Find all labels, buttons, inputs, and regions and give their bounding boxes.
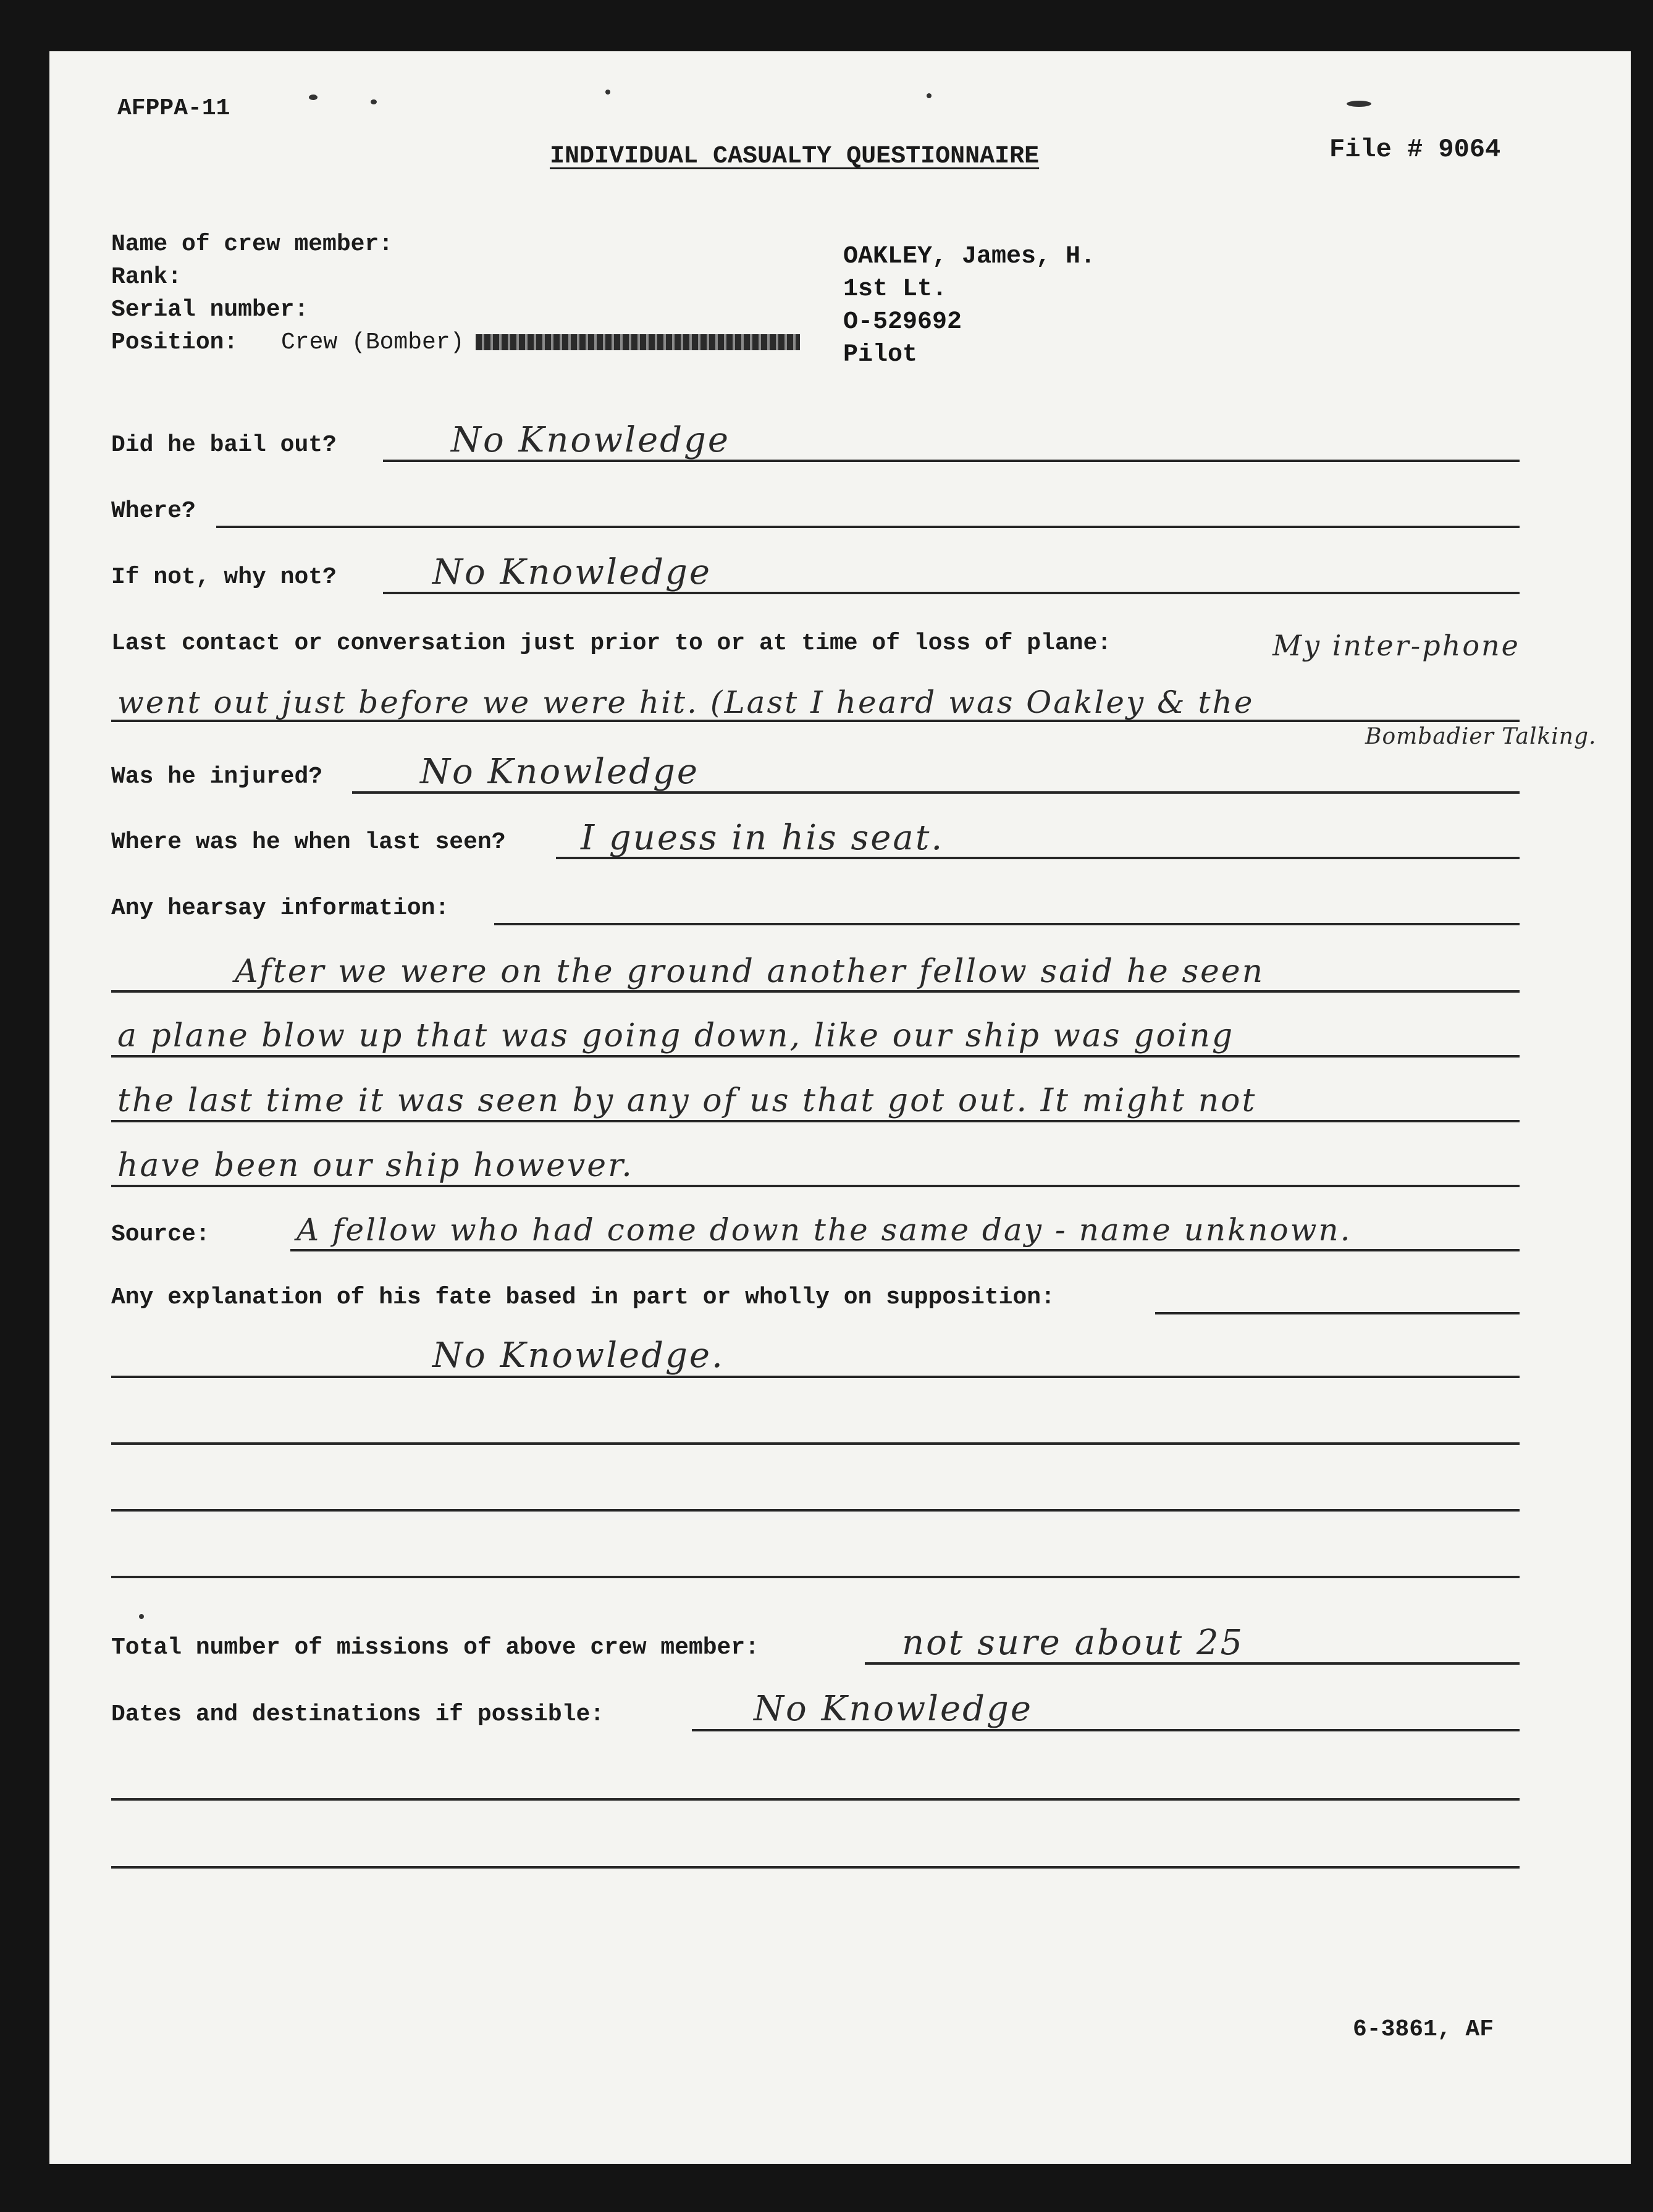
missions-answer: not sure about 25 bbox=[902, 1623, 1245, 1663]
name-label: Name of crew member: bbox=[111, 231, 393, 258]
explanation-line-0 bbox=[1155, 1312, 1520, 1314]
injured-label: Was he injured? bbox=[111, 763, 323, 790]
explanation-line-1 bbox=[111, 1376, 1520, 1378]
serial-value: O-529692 bbox=[843, 308, 962, 336]
scan-speck bbox=[139, 1614, 144, 1619]
crew-name-value: OAKLEY, James, H. bbox=[843, 243, 1096, 271]
redacted-text bbox=[476, 334, 800, 350]
dates-line-2 bbox=[111, 1798, 1520, 1801]
hearsay-answer-1: After we were on the ground another fellow said he seen bbox=[235, 953, 1265, 990]
hearsay-answer-4: have been our ship however. bbox=[117, 1147, 634, 1184]
missions-label: Total number of missions of above crew member: bbox=[111, 1634, 759, 1661]
lastseen-answer: I guess in his seat. bbox=[581, 818, 944, 858]
lastseen-label: Where was he when last seen? bbox=[111, 829, 506, 856]
ifnot-label: If not, why not? bbox=[111, 564, 337, 591]
rank-label: Rank: bbox=[111, 264, 182, 290]
ifnot-answer: No Knowledge bbox=[432, 552, 712, 592]
injured-answer: No Knowledge bbox=[420, 752, 699, 792]
where-label: Where? bbox=[111, 498, 196, 524]
scan-speck bbox=[927, 93, 932, 98]
form-title: INDIVIDUAL CASUALTY QUESTIONNAIRE bbox=[550, 143, 1040, 170]
lastcontact-label: Last contact or conversation just prior to or at time of loss of plane: bbox=[111, 630, 1112, 657]
file-number: File # 9064 bbox=[1329, 135, 1501, 164]
scan-speck bbox=[605, 90, 610, 95]
lastcontact-answer-3: Bombadier Talking. bbox=[1365, 724, 1597, 749]
explanation-label: Any explanation of his fate based in part or wholly on supposition: bbox=[111, 1284, 1055, 1311]
source-answer: A fellow who had come down the same day - name unknown. bbox=[297, 1212, 1352, 1248]
footer-code: 6-3861, AF bbox=[1353, 2016, 1494, 2043]
lastcontact-answer-2: went out just before we were hit. (Last I heard was Oakley & the bbox=[117, 684, 1255, 720]
explanation-answer: No Knowledge. bbox=[432, 1335, 725, 1376]
source-label: Source: bbox=[111, 1221, 210, 1248]
position-value: Crew (Bomber) bbox=[281, 329, 465, 356]
hearsay-answer-3: the last time it was seen by any of us that got out. It might not bbox=[117, 1082, 1257, 1119]
form-code: AFPPA-11 bbox=[117, 95, 230, 122]
explanation-line-2 bbox=[111, 1442, 1520, 1445]
position-typed-value: Pilot bbox=[843, 341, 918, 369]
serial-label: Serial number: bbox=[111, 296, 309, 323]
scan-speck bbox=[1347, 101, 1371, 107]
questionnaire-page bbox=[49, 51, 1631, 2164]
bail-answer: No Knowledge bbox=[451, 420, 730, 460]
position-label: Position: bbox=[111, 329, 238, 356]
hearsay-line-0 bbox=[494, 923, 1520, 925]
bail-label: Did he bail out? bbox=[111, 432, 337, 458]
hearsay-label: Any hearsay information: bbox=[111, 895, 450, 922]
lastcontact-answer-1: My inter-phone bbox=[1272, 629, 1520, 662]
where-line bbox=[216, 526, 1520, 528]
explanation-line-3 bbox=[111, 1509, 1520, 1512]
explanation-line-4 bbox=[111, 1576, 1520, 1578]
dates-label: Dates and destinations if possible: bbox=[111, 1701, 605, 1728]
dates-line bbox=[692, 1729, 1520, 1731]
hearsay-answer-2: a plane blow up that was going down, like our ship was going bbox=[117, 1017, 1235, 1054]
dates-line-3 bbox=[111, 1866, 1520, 1869]
scan-speck bbox=[371, 99, 377, 104]
rank-value: 1st Lt. bbox=[843, 275, 948, 303]
scan-speck bbox=[309, 95, 318, 100]
dates-answer: No Knowledge bbox=[754, 1689, 1033, 1729]
